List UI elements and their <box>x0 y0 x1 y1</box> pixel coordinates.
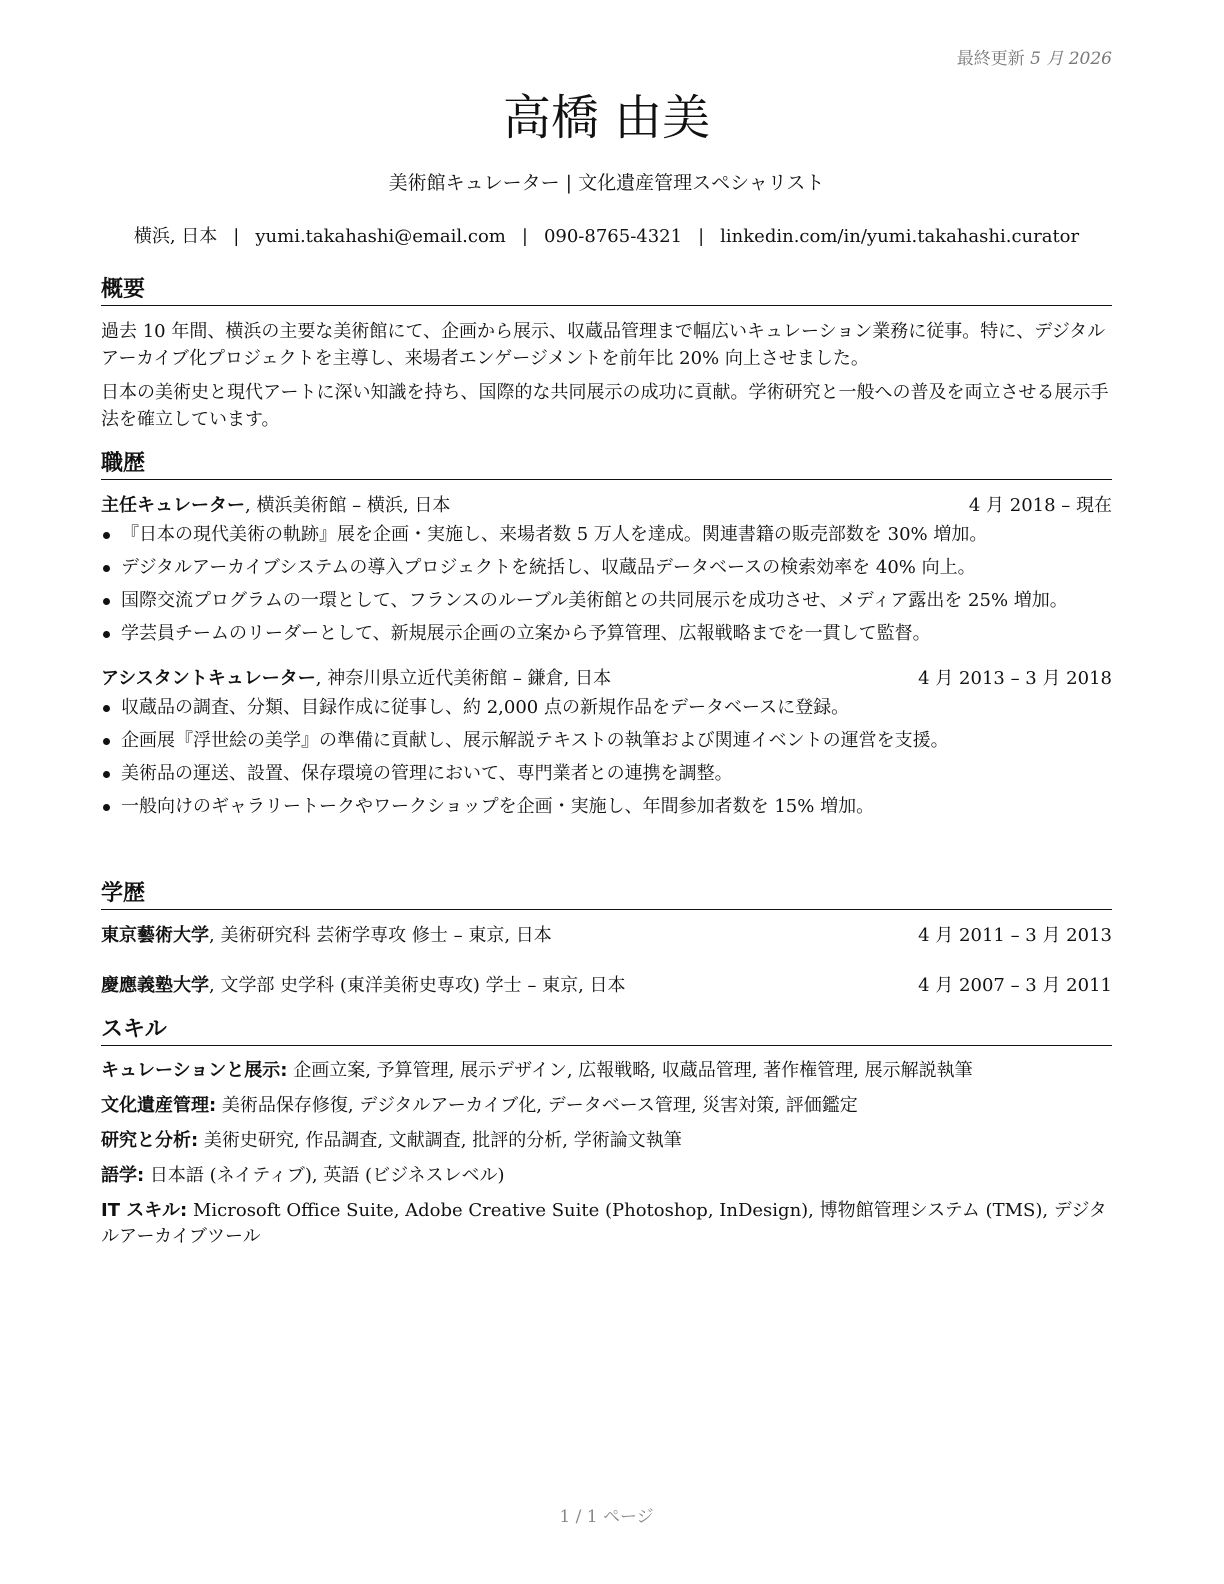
skill-value: 美術品保存修復, デジタルアーカイブ化, データベース管理, 災害対策, 評価鑑定 <box>216 1095 858 1116</box>
contact-phone[interactable]: 090-8765-4321 <box>543 226 683 247</box>
education-dates: 4 月 2007 – 3 月 2011 <box>918 975 1112 996</box>
education-entry <box>101 972 1112 1000</box>
skill-row <box>101 1058 1112 1084</box>
skill-value: Microsoft Office Suite, Adobe Creative Suite (Photoshop, InDesign), 博物館管理システム (TMS), デジタルアーカイブツール <box>101 1200 1107 1247</box>
page-number: 1 / 1 ページ <box>559 1507 654 1527</box>
education-line <box>101 972 626 1000</box>
education-section <box>101 880 1112 1022</box>
job-bullet-text: 『日本の現代美術の軌跡』展を企画・実施し、来場者数 5 万人を達成。関連書籍の販売部数を 30% 増加。 <box>121 524 988 545</box>
resume-page <box>101 0 1112 1584</box>
summary-section <box>101 276 1112 440</box>
job-bullet <box>101 696 1112 720</box>
bullet-dot <box>103 804 110 811</box>
contact-email[interactable]: yumi.takahashi@email.com <box>255 226 506 247</box>
skill-row <box>101 1163 1112 1189</box>
job-bullet-text: デジタルアーカイブシステムの導入プロジェクトを統括し、収蔵品データベースの検索効率を 40% 向上。 <box>121 557 976 578</box>
job-dates: 4 月 2018 – 現在 <box>968 495 1112 516</box>
education-detail: , 文学部 史学科 (東洋美術史専攻) 学士 – 東京, 日本 <box>209 975 626 996</box>
job-entry <box>101 492 1112 646</box>
skill-label: 語学: <box>101 1165 145 1186</box>
job-title: 主任キュレーター <box>101 495 245 516</box>
bullet-dot <box>103 771 110 778</box>
education-heading: 学歴 <box>101 880 1112 910</box>
contact-separator: | <box>521 226 528 247</box>
skill-label: 文化遺産管理: <box>101 1095 217 1116</box>
experience-heading: 職歴 <box>101 450 1112 480</box>
last-updated <box>957 44 1112 69</box>
skill-label: キュレーションと展示: <box>101 1060 288 1081</box>
skill-value: 企画立案, 予算管理, 展示デザイン, 広報戦略, 収蔵品管理, 著作権管理, 展示解説執筆 <box>287 1060 973 1081</box>
bullet-dot <box>103 532 110 539</box>
summary-heading: 概要 <box>101 276 1112 306</box>
job-detail: , 神奈川県立近代美術館 – 鎌倉, 日本 <box>315 668 612 689</box>
contact-location: 横浜, 日本 <box>133 226 218 247</box>
skills-heading: スキル <box>101 1016 1112 1046</box>
job-bullet <box>101 762 1112 786</box>
job-bullets <box>101 696 1112 819</box>
education-line <box>101 922 552 950</box>
skill-row <box>101 1093 1112 1119</box>
education-institution: 東京藝術大学 <box>101 925 209 946</box>
job-bullet <box>101 556 1112 580</box>
contact-separator: | <box>233 226 240 247</box>
job-bullet <box>101 795 1112 819</box>
job-title-line <box>101 492 450 520</box>
last-updated-label: 最終更新 <box>956 49 1025 69</box>
skill-value: 美術史研究, 作品調査, 文献調査, 批評的分析, 学術論文執筆 <box>198 1130 682 1151</box>
job-bullet <box>101 729 1112 753</box>
skill-value: 日本語 (ネイティブ), 英語 (ビジネスレベル) <box>144 1165 505 1186</box>
education-dates: 4 月 2011 – 3 月 2013 <box>918 925 1112 946</box>
bullet-dot <box>103 738 110 745</box>
contact-line <box>101 224 1112 250</box>
job-bullet-text: 収蔵品の調査、分類、目録作成に従事し、約 2,000 点の新規作品をデータベースに登録。 <box>121 697 850 718</box>
job-bullet-text: 国際交流プログラムの一環として、フランスのルーブル美術館との共同展示を成功させ、メディア露出を 25% 増加。 <box>121 590 1068 611</box>
last-updated-date: 5 月 2026 <box>1030 49 1112 69</box>
education-entry <box>101 922 1112 950</box>
job-bullet <box>101 622 1112 646</box>
job-entry <box>101 665 1112 819</box>
job-title: アシスタントキュレーター <box>101 668 316 689</box>
job-detail: , 横浜美術館 – 横浜, 日本 <box>245 495 451 516</box>
skill-row <box>101 1128 1112 1154</box>
resume-subtitle: 美術館キュレーター | 文化遺産管理スペシャリスト <box>388 172 825 194</box>
skills-section <box>101 1016 1112 1259</box>
job-bullet-text: 一般向けのギャラリートークやワークショップを企画・実施し、年間参加者数を 15% 増加。 <box>121 796 875 817</box>
job-title-line <box>101 665 611 693</box>
job-bullet-text: 学芸員チームのリーダーとして、新規展示企画の立案から予算管理、広報戦略までを一貫して監督。 <box>121 623 931 644</box>
resume-name: 高橋 由美 <box>502 90 711 146</box>
contact-separator: | <box>698 226 705 247</box>
job-bullet-text: 美術品の運送、設置、保存環境の管理において、専門業者との連携を調整。 <box>121 763 733 784</box>
bullet-dot <box>103 705 110 712</box>
job-bullet-text: 企画展『浮世絵の美学』の準備に貢献し、展示解説テキストの執筆および関連イベントの運営を支援。 <box>121 730 949 751</box>
experience-section <box>101 450 1112 838</box>
skill-label: IT スキル: <box>101 1200 188 1221</box>
bullet-dot <box>103 631 110 638</box>
summary-paragraph: 過去 10 年間、横浜の主要な美術館にて、企画から展示、収蔵品管理まで幅広いキュレーション業務に従事。特に、デジタルアーカイブ化プロジェクトを主導し、来場者エンゲージメントを前年比 20% 向上させました。 <box>101 321 1106 369</box>
skill-label: 研究と分析: <box>101 1130 199 1151</box>
skill-row <box>101 1198 1112 1250</box>
job-bullet <box>101 589 1112 613</box>
job-bullets <box>101 523 1112 646</box>
education-detail: , 美術研究科 芸術学専攻 修士 – 東京, 日本 <box>209 925 552 946</box>
education-institution: 慶應義塾大学 <box>101 975 209 996</box>
bullet-dot <box>103 565 110 572</box>
job-bullet <box>101 523 1112 547</box>
contact-linkedin[interactable]: linkedin.com/in/yumi.takahashi.curator <box>720 226 1080 247</box>
job-header <box>101 492 1112 520</box>
bullet-dot <box>103 598 110 605</box>
summary-paragraph: 日本の美術史と現代アートに深い知識を持ち、国際的な共同展示の成功に貢献。学術研究と一般への普及を両立させる展示手法を確立しています。 <box>101 382 1109 430</box>
job-dates: 4 月 2013 – 3 月 2018 <box>918 668 1112 689</box>
job-header <box>101 665 1112 693</box>
